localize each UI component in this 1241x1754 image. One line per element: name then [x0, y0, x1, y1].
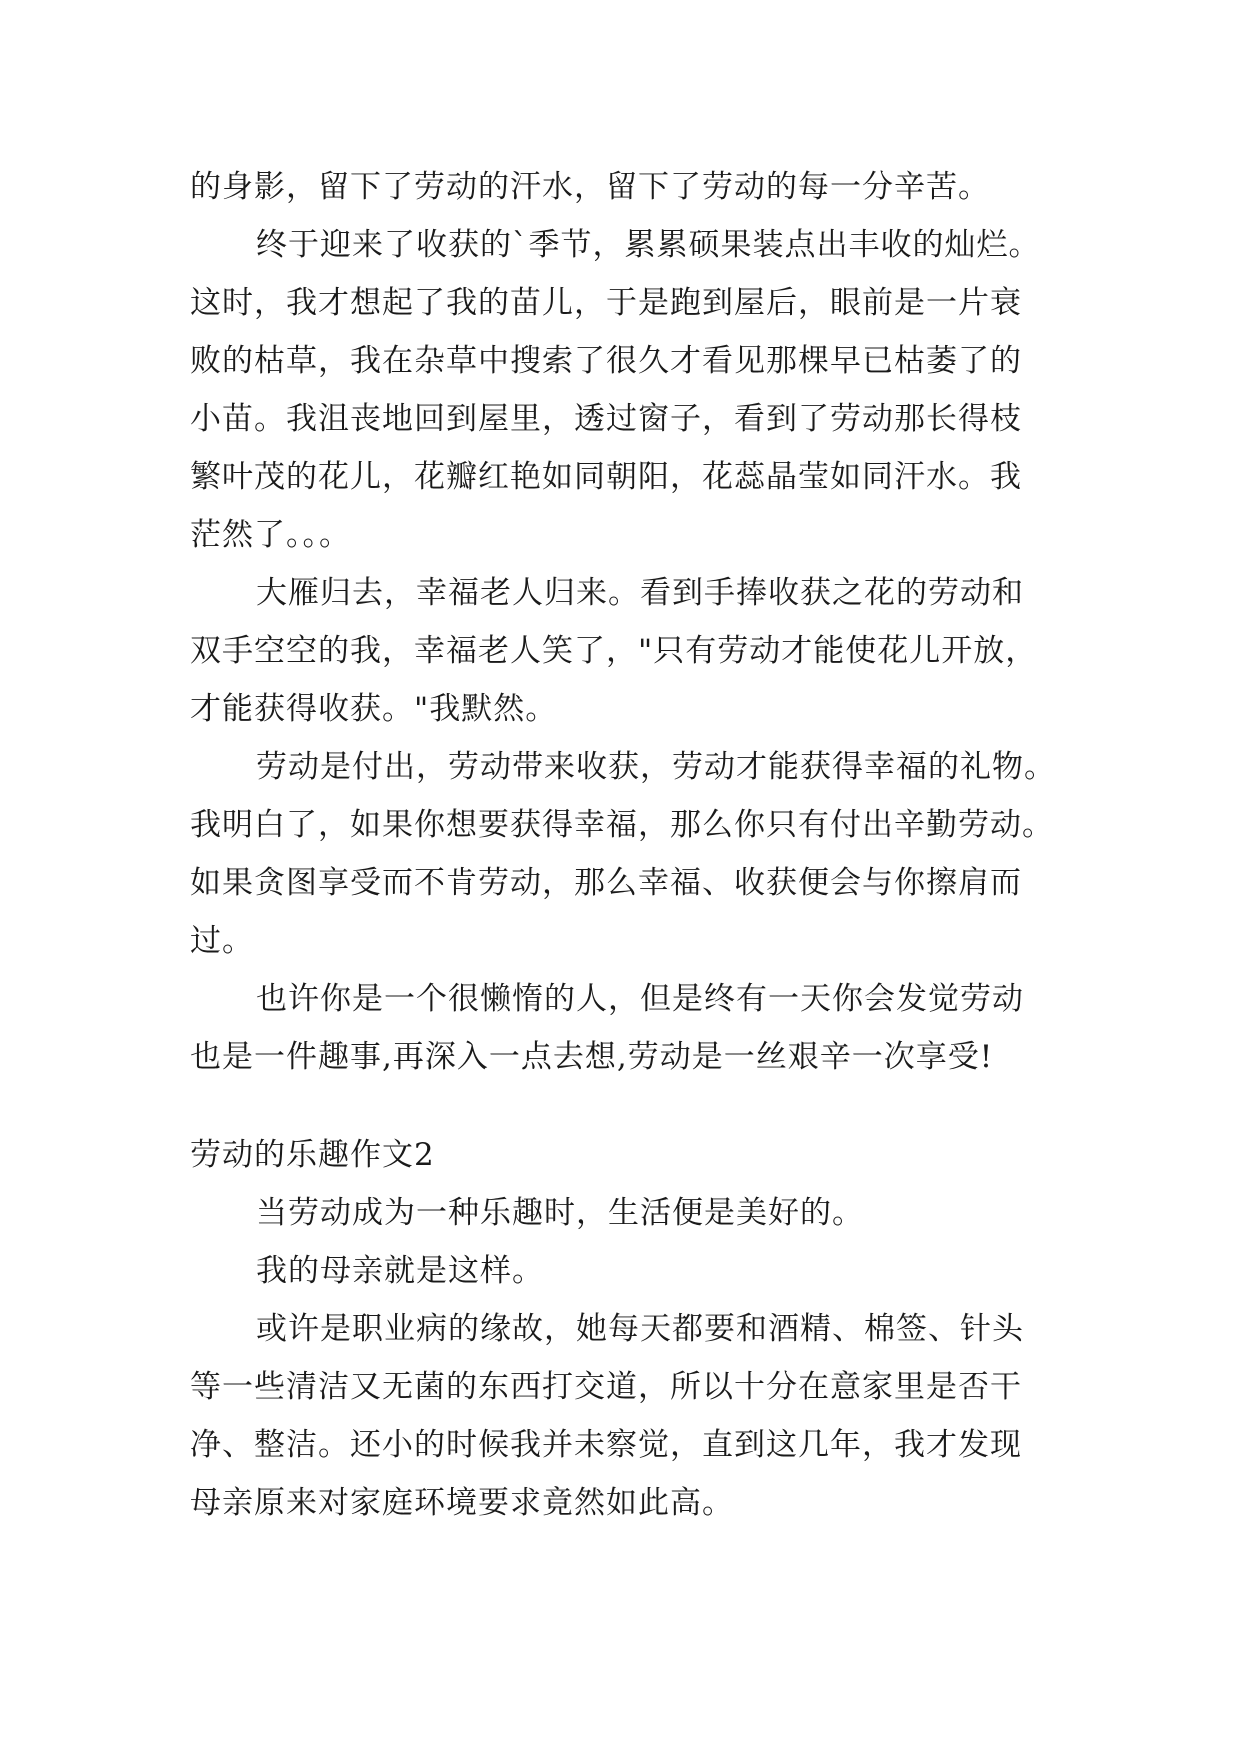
paragraph	[190, 564, 1070, 738]
section-title: 劳动的乐趣作文2	[190, 1137, 435, 1173]
text-line: 才能获得收获。"我默然。	[190, 691, 558, 727]
text-line: 劳动是付出，劳动带来收获，劳动才能获得幸福的礼物。	[256, 749, 1056, 785]
text-line: 当劳动成为一种乐趣时，生活便是美好的。	[256, 1195, 864, 1231]
text-line: 母亲原来对家庭环境要求竟然如此高。	[190, 1485, 734, 1521]
text-line: 如果贪图享受而不肯劳动，那么幸福、收获便会与你擦肩而	[190, 865, 1022, 901]
text-line: 也是一件趣事,再深入一点去想,劳动是一丝艰辛一次享受!	[190, 1039, 994, 1075]
paragraph	[190, 1242, 1070, 1300]
text-line: 终于迎来了收获的`季节，累累硕果装点出丰收的灿烂。	[256, 227, 1041, 263]
text-line: 净、整洁。还小的时候我并未察觉，直到这几年，我才发现	[190, 1427, 1022, 1463]
document-body	[190, 158, 1070, 1532]
section-gap	[190, 1086, 1070, 1126]
text-line: 茫然了。。。	[190, 517, 351, 553]
paragraph	[190, 158, 1070, 216]
text-line: 双手空空的我，幸福老人笑了，"只有劳动才能使花儿开放，	[190, 633, 1038, 669]
paragraph	[190, 738, 1070, 970]
text-line: 过。	[190, 923, 254, 959]
text-line: 败的枯草，我在杂草中搜索了很久才看见那棵早已枯萎了的	[190, 343, 1022, 379]
paragraph	[190, 216, 1070, 564]
text-line: 我的母亲就是这样。	[256, 1253, 544, 1289]
text-line: 也许你是一个很懒惰的人，但是终有一天你会发觉劳动	[256, 981, 1024, 1017]
paragraph	[190, 1300, 1070, 1532]
paragraph	[190, 1184, 1070, 1242]
text-line: 小苗。我沮丧地回到屋里，透过窗子，看到了劳动那长得枝	[190, 401, 1022, 437]
paragraph	[190, 970, 1070, 1086]
text-line: 等一些清洁又无菌的东西打交道，所以十分在意家里是否干	[190, 1369, 1022, 1405]
text-line: 这时，我才想起了我的苗儿，于是跑到屋后，眼前是一片衰	[190, 285, 1022, 321]
text-line: 大雁归去，幸福老人归来。看到手捧收获之花的劳动和	[256, 575, 1024, 611]
text-line: 或许是职业病的缘故，她每天都要和酒精、棉签、针头	[256, 1311, 1024, 1347]
text-line: 繁叶茂的花儿，花瓣红艳如同朝阳，花蕊晶莹如同汗水。我	[190, 459, 1022, 495]
text-line: 的身影，留下了劳动的汗水，留下了劳动的每一分辛苦。	[190, 169, 990, 205]
text-line: 我明白了，如果你想要获得幸福，那么你只有付出辛勤劳动。	[190, 807, 1054, 843]
